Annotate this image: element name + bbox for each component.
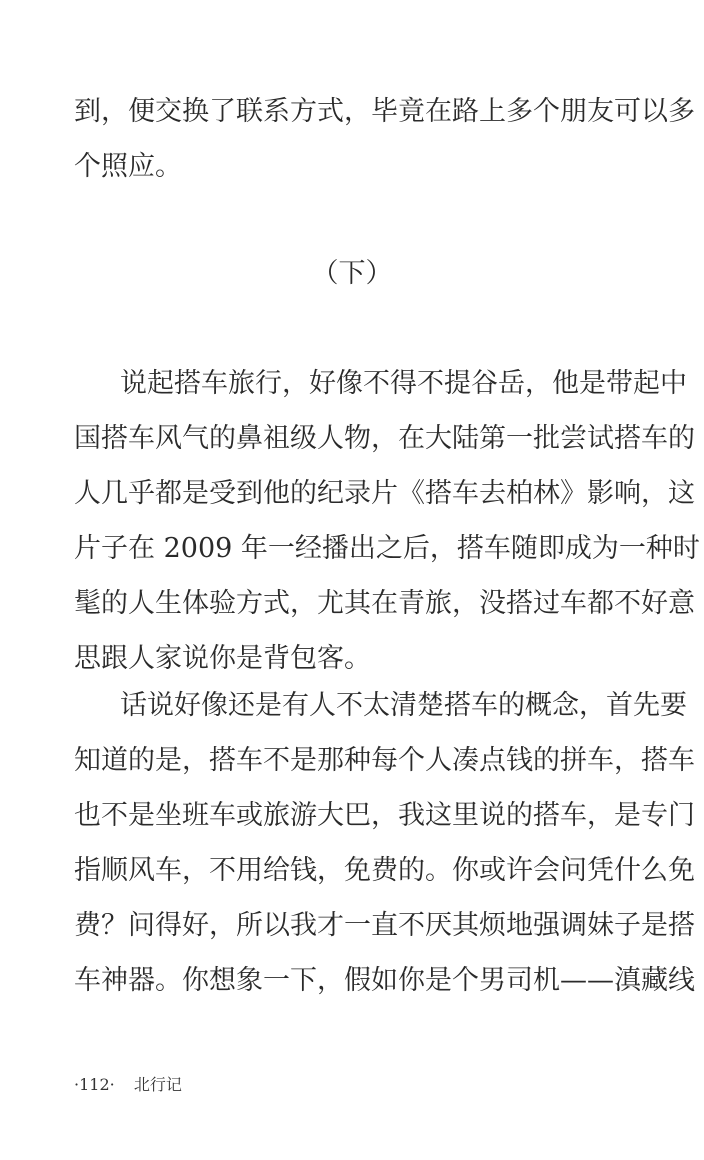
text-line: 费？问得好，所以我才一直不厌其烦地强调妹子是搭 — [74, 910, 695, 941]
text-line: 人几乎都是受到他的纪录片《搭车去柏林》影响，这 — [74, 478, 695, 509]
text-line: 思跟人家说你是背包客。 — [74, 643, 371, 674]
paragraph-first-line: 说起搭车旅行，好像不得不提谷岳，他是带起中 — [120, 368, 687, 399]
page-footer — [74, 1073, 182, 1097]
text-line: 到，便交换了联系方式，毕竟在路上多个朋友可以多 — [74, 96, 695, 127]
text-line: 知道的是，搭车不是那种每个人凑点钱的拼车，搭车 — [74, 745, 695, 776]
text-line: 也不是坐班车或旅游大巴，我这里说的搭车，是专门 — [74, 800, 695, 831]
text-line: 指顺风车，不用给钱，免费的。你或许会问凭什么免 — [74, 855, 695, 886]
text-line: 车神器。你想象一下，假如你是个男司机——滇藏线 — [74, 965, 695, 996]
book-title: 北行记 — [133, 1075, 182, 1094]
paragraph-first-line: 话说好像还是有人不太清楚搭车的概念，首先要 — [120, 690, 687, 721]
text-line: 片子在 2009 年一经播出之后，搭车随即成为一种时 — [74, 533, 700, 564]
text-line: 个照应。 — [74, 151, 182, 182]
page-number: ·112· — [74, 1075, 115, 1094]
text-line: 髦的人生体验方式，尤其在青旅，没搭过车都不好意 — [74, 588, 695, 619]
text-line: 国搭车风气的鼻祖级人物，在大陆第一批尝试搭车的 — [74, 423, 695, 454]
section-heading: （下） — [311, 258, 393, 289]
